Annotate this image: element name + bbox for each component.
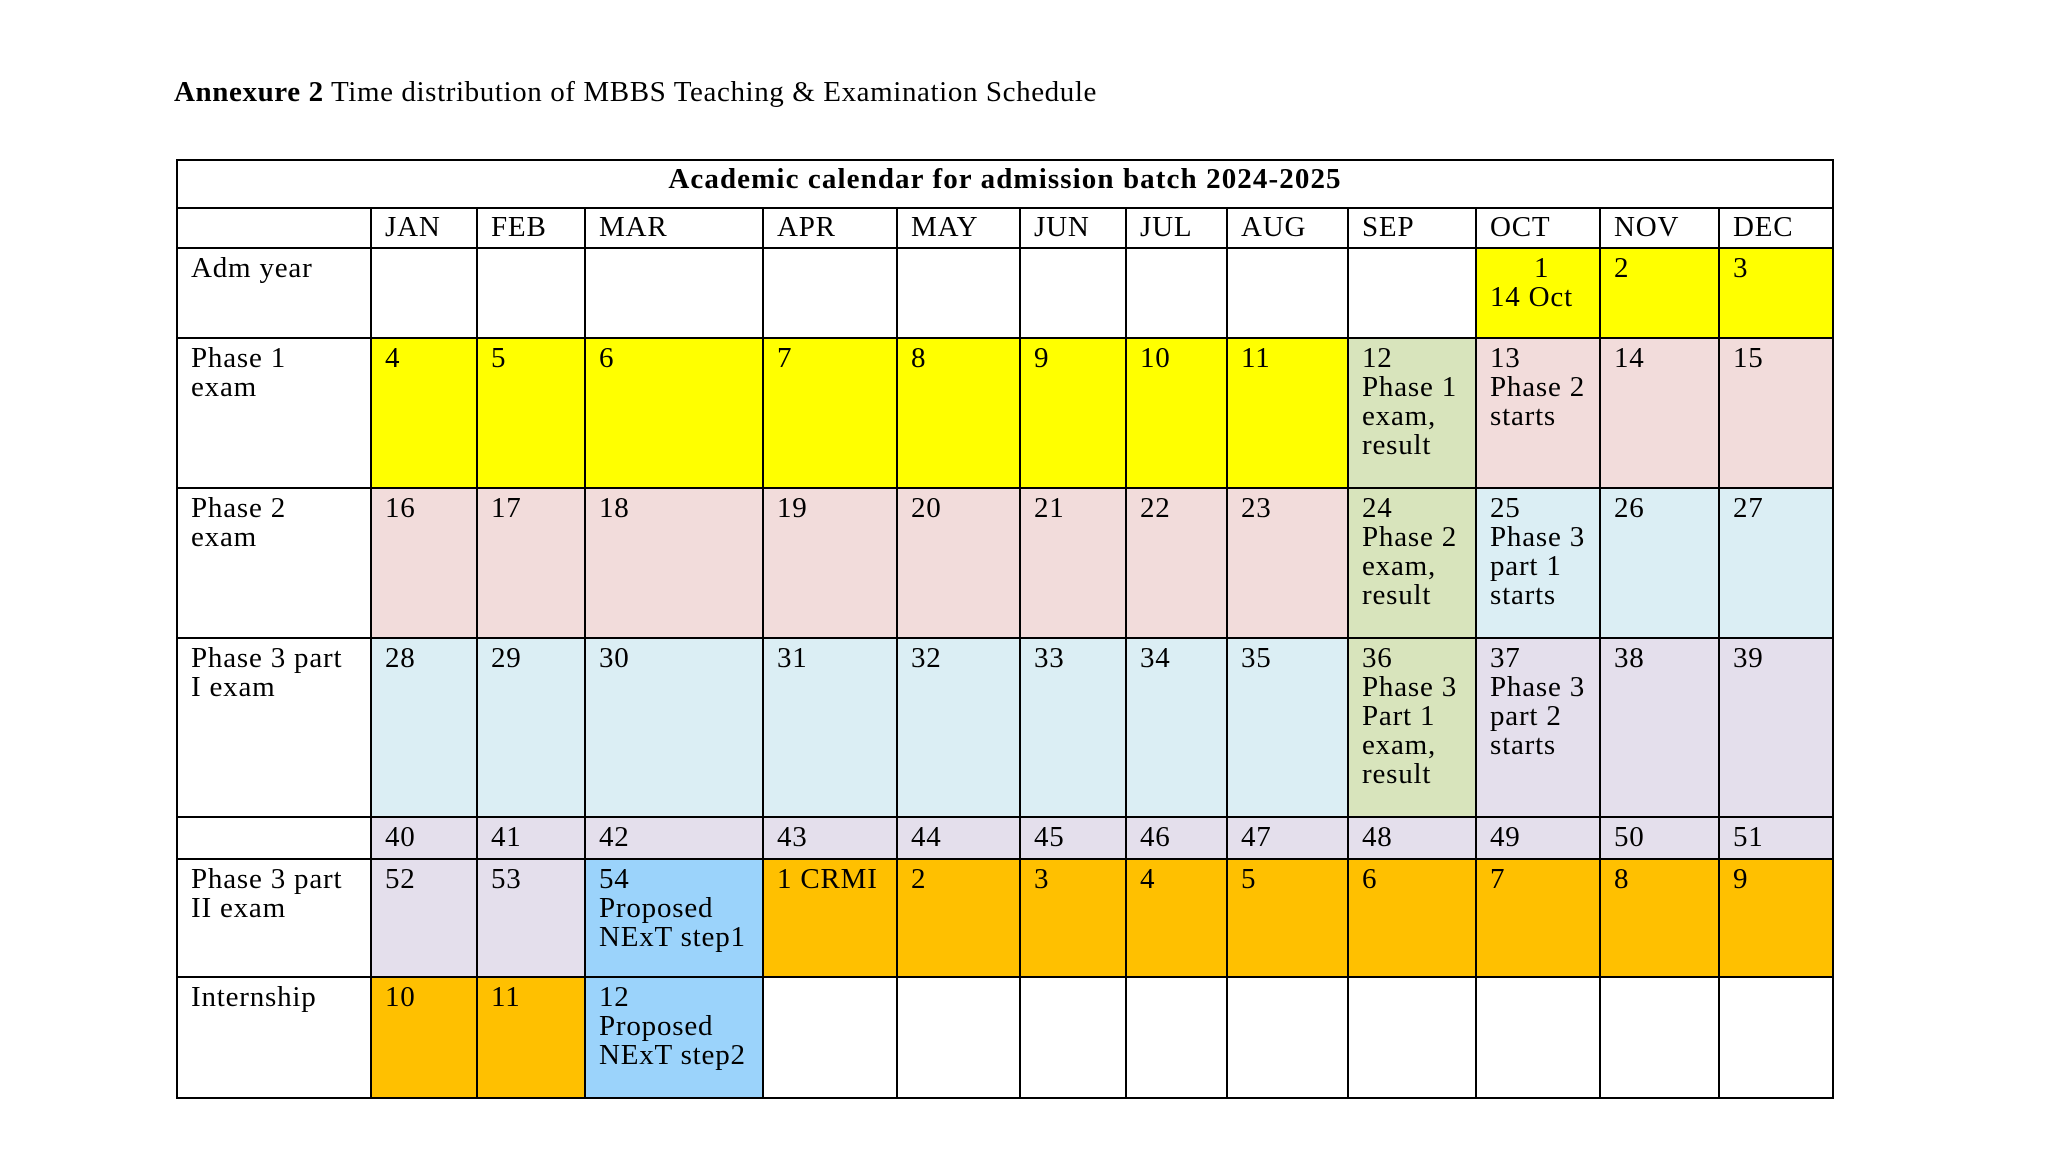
- cell-number: 1: [1534, 252, 1550, 284]
- month-cell-oct: 49: [1476, 817, 1600, 859]
- month-cell-apr: [763, 977, 897, 1098]
- month-cell-jan: 10: [371, 977, 477, 1098]
- month-cell-feb: 53: [477, 859, 585, 977]
- month-cell-jun: 9: [1020, 338, 1126, 488]
- month-cell-nov: 38: [1600, 638, 1719, 817]
- row-label: Phase 1 exam: [177, 338, 371, 488]
- annexure-label: Annexure 2: [174, 76, 324, 108]
- row-label: Adm year: [177, 248, 371, 338]
- month-header-may: MAY: [897, 208, 1020, 248]
- month-header-jan: JAN: [371, 208, 477, 248]
- month-cell-nov: 8: [1600, 859, 1719, 977]
- month-cell-nov: [1600, 977, 1719, 1098]
- calendar-row: [177, 338, 1833, 488]
- month-cell-jan: 4: [371, 338, 477, 488]
- month-cell-feb: [477, 248, 585, 338]
- month-cell-aug: [1227, 977, 1348, 1098]
- month-cell-aug: 47: [1227, 817, 1348, 859]
- month-header-nov: NOV: [1600, 208, 1719, 248]
- month-cell-mar: 12 Proposed NExT step2: [585, 977, 763, 1098]
- month-cell-apr: 7: [763, 338, 897, 488]
- month-cell-aug: 35: [1227, 638, 1348, 817]
- calendar-row: [177, 248, 1833, 338]
- month-cell-jun: 45: [1020, 817, 1126, 859]
- month-cell-jul: 10: [1126, 338, 1227, 488]
- month-cell-dec: 39: [1719, 638, 1833, 817]
- month-cell-aug: 5: [1227, 859, 1348, 977]
- month-cell-oct: 37 Phase 3 part 2 starts: [1476, 638, 1600, 817]
- month-header-oct: OCT: [1476, 208, 1600, 248]
- row-label: Phase 3 part I exam: [177, 638, 371, 817]
- annexure-caption: [174, 76, 1097, 109]
- month-cell-mar: 42: [585, 817, 763, 859]
- month-cell-jul: [1126, 248, 1227, 338]
- month-cell-may: 44: [897, 817, 1020, 859]
- month-header-feb: FEB: [477, 208, 585, 248]
- academic-calendar-table: [176, 159, 1834, 1099]
- row-label: Phase 2 exam: [177, 488, 371, 638]
- row-label: Phase 3 part II exam: [177, 859, 371, 977]
- month-header-dec: DEC: [1719, 208, 1833, 248]
- month-cell-sep: 24 Phase 2 exam, result: [1348, 488, 1476, 638]
- month-cell-feb: 17: [477, 488, 585, 638]
- month-cell-dec: 51: [1719, 817, 1833, 859]
- month-cell-jan: 28: [371, 638, 477, 817]
- month-header-jul: JUL: [1126, 208, 1227, 248]
- month-cell-apr: [763, 248, 897, 338]
- month-cell-mar: 54 Proposed NExT step1: [585, 859, 763, 977]
- month-cell-jul: [1126, 977, 1227, 1098]
- month-cell-nov: 2: [1600, 248, 1719, 338]
- month-cell-apr: 31: [763, 638, 897, 817]
- month-cell-oct: [1476, 248, 1600, 338]
- month-header-aug: AUG: [1227, 208, 1348, 248]
- month-cell-oct: 25 Phase 3 part 1 starts: [1476, 488, 1600, 638]
- month-cell-dec: [1719, 977, 1833, 1098]
- month-cell-mar: 30: [585, 638, 763, 817]
- month-cell-dec: 9: [1719, 859, 1833, 977]
- month-cell-jan: 40: [371, 817, 477, 859]
- month-cell-dec: 27: [1719, 488, 1833, 638]
- row-label: [177, 817, 371, 859]
- month-cell-feb: 41: [477, 817, 585, 859]
- month-cell-may: [897, 248, 1020, 338]
- month-cell-apr: 19: [763, 488, 897, 638]
- calendar-row: [177, 817, 1833, 859]
- calendar-row: [177, 977, 1833, 1098]
- month-cell-feb: 29: [477, 638, 585, 817]
- month-cell-jan: 52: [371, 859, 477, 977]
- month-cell-jul: 46: [1126, 817, 1227, 859]
- month-cell-dec: 3: [1719, 248, 1833, 338]
- month-cell-oct: 13 Phase 2 starts: [1476, 338, 1600, 488]
- month-cell-aug: 11: [1227, 338, 1348, 488]
- cell-note: 14 Oct: [1490, 281, 1573, 313]
- calendar-title: Academic calendar for admission batch 2024-2025: [177, 160, 1833, 208]
- month-cell-nov: 26: [1600, 488, 1719, 638]
- month-cell-oct: 7: [1476, 859, 1600, 977]
- month-cell-sep: [1348, 977, 1476, 1098]
- month-cell-may: 20: [897, 488, 1020, 638]
- caption-text: Time distribution of MBBS Teaching & Examination Schedule: [323, 76, 1097, 108]
- month-cell-may: 8: [897, 338, 1020, 488]
- month-header-sep: SEP: [1348, 208, 1476, 248]
- month-cell-jul: 22: [1126, 488, 1227, 638]
- month-cell-jul: 34: [1126, 638, 1227, 817]
- calendar-row: [177, 638, 1833, 817]
- month-cell-may: [897, 977, 1020, 1098]
- month-cell-jul: 4: [1126, 859, 1227, 977]
- month-cell-jan: 16: [371, 488, 477, 638]
- month-cell-feb: 11: [477, 977, 585, 1098]
- month-header-apr: APR: [763, 208, 897, 248]
- month-cell-nov: 50: [1600, 817, 1719, 859]
- month-cell-sep: 6: [1348, 859, 1476, 977]
- month-cell-mar: 6: [585, 338, 763, 488]
- month-cell-nov: 14: [1600, 338, 1719, 488]
- month-cell-sep: [1348, 248, 1476, 338]
- month-cell-apr: 43: [763, 817, 897, 859]
- month-cell-jun: [1020, 977, 1126, 1098]
- calendar-row: [177, 859, 1833, 977]
- month-cell-jun: [1020, 248, 1126, 338]
- month-cell-jan: [371, 248, 477, 338]
- month-header-jun: JUN: [1020, 208, 1126, 248]
- month-cell-sep: 36 Phase 3 Part 1 exam, result: [1348, 638, 1476, 817]
- month-cell-feb: 5: [477, 338, 585, 488]
- header-corner-cell: [177, 208, 371, 248]
- month-cell-dec: 15: [1719, 338, 1833, 488]
- row-label: Internship: [177, 977, 371, 1098]
- month-cell-jun: 33: [1020, 638, 1126, 817]
- month-cell-aug: 23: [1227, 488, 1348, 638]
- month-cell-mar: [585, 248, 763, 338]
- month-cell-oct: [1476, 977, 1600, 1098]
- month-cell-may: 32: [897, 638, 1020, 817]
- month-cell-jun: 21: [1020, 488, 1126, 638]
- month-cell-mar: 18: [585, 488, 763, 638]
- month-header-mar: MAR: [585, 208, 763, 248]
- calendar-row: [177, 488, 1833, 638]
- month-cell-apr: 1 CRMI: [763, 859, 897, 977]
- month-cell-sep: 48: [1348, 817, 1476, 859]
- month-cell-sep: 12 Phase 1 exam, result: [1348, 338, 1476, 488]
- month-cell-may: 2: [897, 859, 1020, 977]
- month-cell-aug: [1227, 248, 1348, 338]
- month-cell-jun: 3: [1020, 859, 1126, 977]
